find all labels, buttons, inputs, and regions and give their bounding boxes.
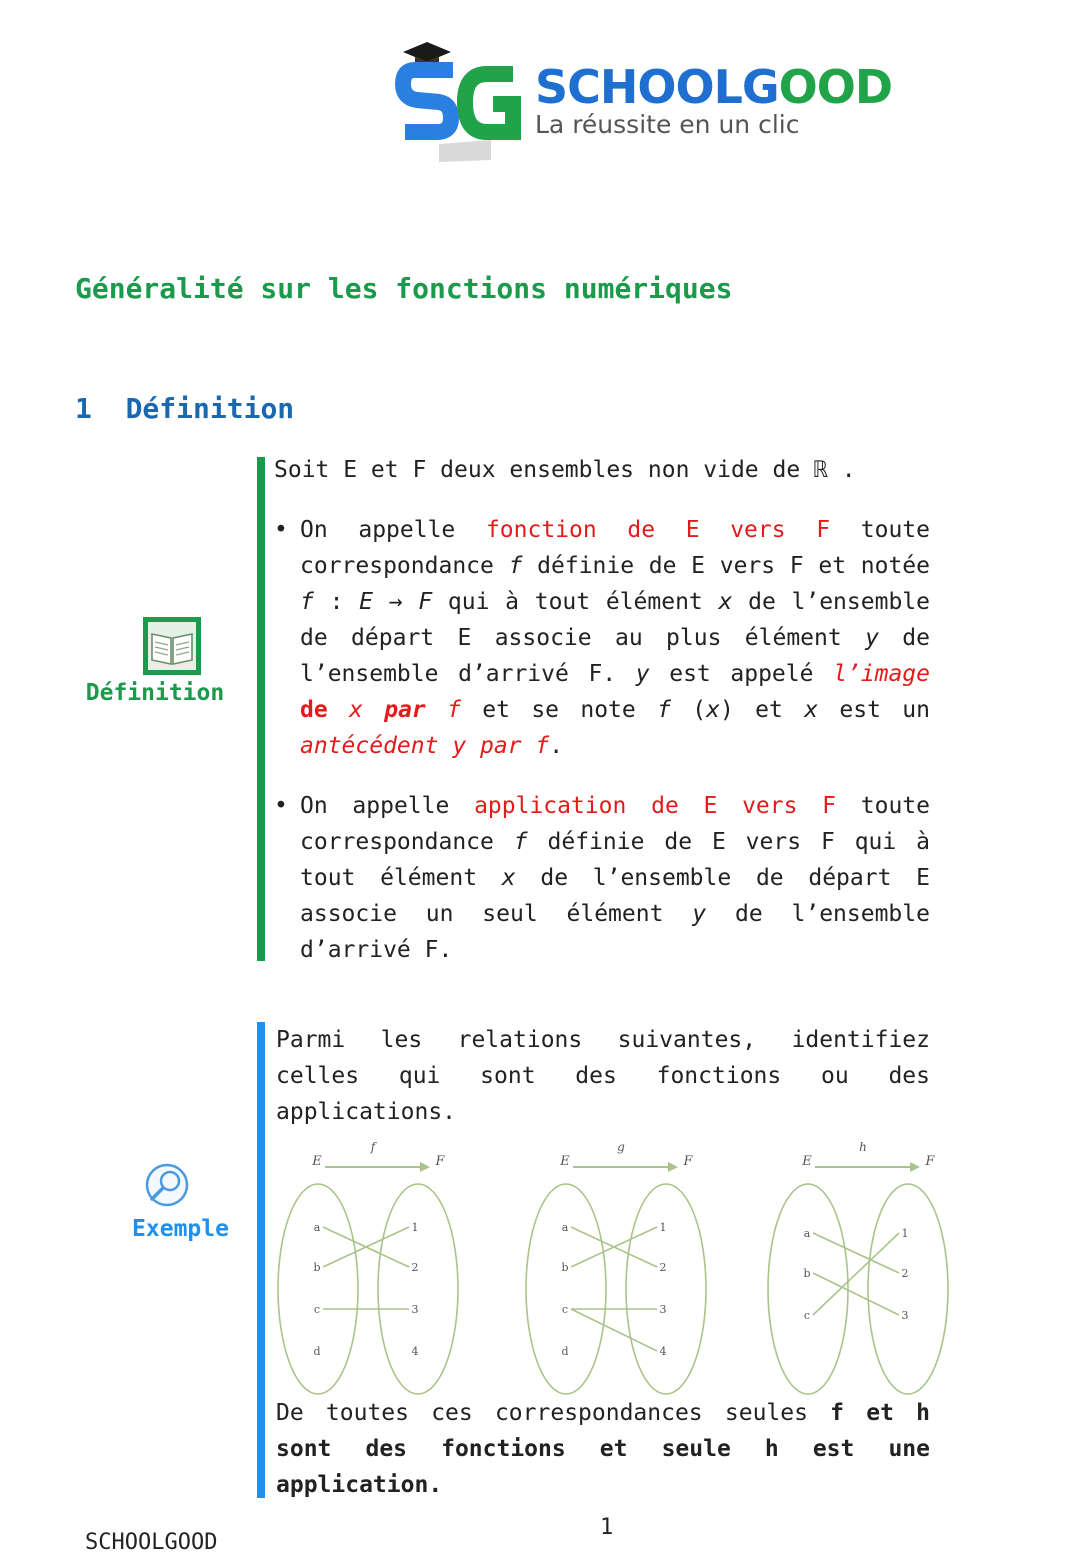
diagram-set-to-f: F [435, 1154, 445, 1169]
section-number: 1 [75, 392, 92, 425]
diagram-link-h-c1 [813, 1233, 899, 1315]
footer-brand: SCHOOLGOOD [85, 1530, 218, 1555]
logo-tagline: La réussite en un clic [535, 110, 800, 139]
schoolgood-logo [395, 40, 893, 165]
page-number: 1 [600, 1515, 614, 1540]
diagram-elem-f-1: 1 [411, 1221, 419, 1234]
diagram-set-ellipse-left-f [278, 1184, 358, 1394]
example-answer: De toutes ces correspondances seules f et h sont des fonctions et seule h est une application. [276, 1400, 930, 1498]
diagram-set-ellipse-left-g [526, 1184, 606, 1394]
open-book-icon [142, 616, 202, 676]
diagram-func-label-g: g [617, 1140, 625, 1154]
diagram-link-g-c4 [571, 1309, 657, 1351]
diagram-set-from-h: E [802, 1154, 812, 1169]
example-label: Exemple [132, 1216, 229, 1242]
sg-emblem-icon [395, 40, 525, 165]
definition-bullet-application: • On appelle application de E vers F toute correspondance f définie de E vers F qui à tout élément x de l’ensemble de départ E associe un seul élément y de l’ensemble d’arrivé F. [274, 788, 930, 968]
diagram-arrowhead-f [420, 1162, 430, 1172]
diagram-elem-g-b: b [561, 1261, 569, 1274]
diagram-elem-h-2: 2 [901, 1267, 909, 1280]
definition-intro: Soit E et F deux ensembles non vide de ℝ . [274, 457, 856, 483]
diagram-link-h-a2 [813, 1233, 899, 1273]
section-heading [75, 392, 294, 425]
document-title: Généralité sur les fonctions numériques [75, 272, 733, 305]
definition-bar [257, 457, 265, 961]
diagram-func-label-h: h [859, 1140, 867, 1154]
diagram-elem-g-3: 3 [659, 1303, 667, 1316]
diagram-elem-g-a: a [561, 1221, 569, 1234]
definition-content [274, 452, 930, 968]
diagram-elem-h-c: c [803, 1309, 811, 1322]
diagram-set-ellipse-right-g [626, 1184, 706, 1394]
magnifier-icon [142, 1162, 192, 1212]
diagram-elem-h-a: a [803, 1227, 811, 1240]
diagram-set-from-f: E [312, 1154, 322, 1169]
diagram-set-from-g: E [560, 1154, 570, 1169]
diagram-arrowhead-g [668, 1162, 678, 1172]
diagram-set-to-g: F [683, 1154, 693, 1169]
diagram-elem-h-3: 3 [901, 1309, 909, 1322]
logo-wordmark: SCHOOLGOOD [535, 60, 893, 114]
diagram-elem-g-1: 1 [659, 1221, 667, 1234]
diagram-set-ellipse-left-h [768, 1184, 848, 1394]
diagram-elem-h-b: b [803, 1267, 811, 1280]
diagram-elem-f-b: b [313, 1261, 321, 1274]
diagram-func-label-f: f [370, 1140, 376, 1154]
diagram-set-to-h: F [925, 1154, 935, 1169]
diagram-elem-f-2: 2 [411, 1261, 419, 1274]
diagram-elem-g-2: 2 [659, 1261, 667, 1274]
diagram-elem-f-a: a [313, 1221, 321, 1234]
diagram-elem-g-4: 4 [659, 1345, 667, 1358]
diagram-link-h-b3 [813, 1273, 899, 1315]
diagram-elem-h-1: 1 [901, 1227, 909, 1240]
example-question: Parmi les relations suivantes, identifiez celles qui sont des fonctions ou des applications. [276, 1027, 930, 1125]
diagram-elem-f-3: 3 [411, 1303, 419, 1316]
diagram-elem-g-c: c [561, 1303, 569, 1316]
correspondence-diagrams [260, 1135, 960, 1400]
diagram-elem-f-c: c [313, 1303, 321, 1316]
diagram-elem-f-4: 4 [411, 1345, 419, 1358]
definition-label: Définition [85, 680, 225, 706]
definition-bullet-fonction: • On appelle fonction de E vers F toute correspondance f définie de E vers F et notée f : E → F qui à tout élément x de l’ensemble de départ E associe au plus élément y de l’ensemble d’arrivé F. y est appelé l’image de x par f et se note f (x) et x est un antécédent y par f. [274, 512, 930, 764]
diagram-set-ellipse-right-h [868, 1184, 948, 1394]
diagram-elem-g-d: d [561, 1345, 569, 1358]
diagram-arrowhead-h [910, 1162, 920, 1172]
diagram-set-ellipse-right-f [378, 1184, 458, 1394]
section-title: Définition [125, 392, 295, 425]
diagram-elem-f-d: d [313, 1345, 321, 1358]
